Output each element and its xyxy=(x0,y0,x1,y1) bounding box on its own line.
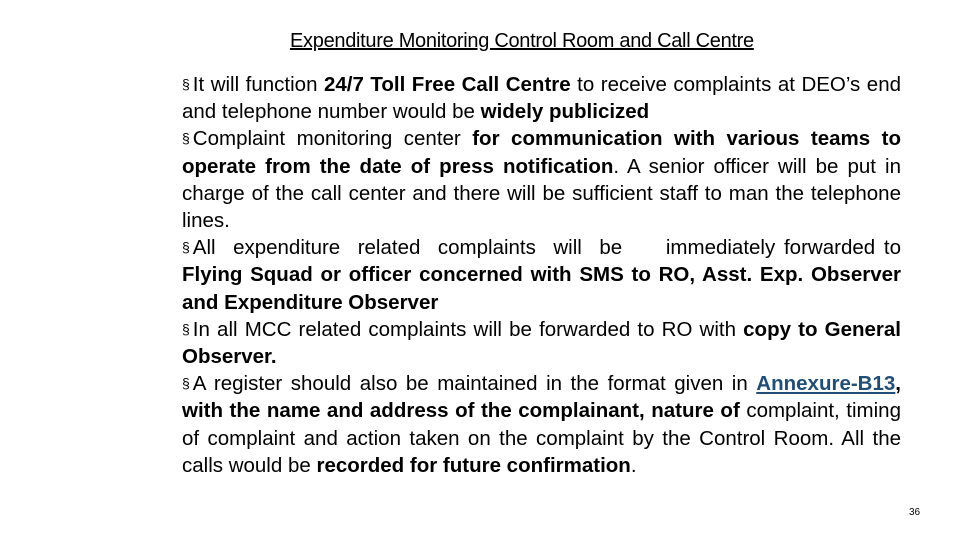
bold-segment: copy to General Observer. xyxy=(182,317,901,369)
text-segment: . A senior officer will be put in charge of the call center and there will be sufficient staff to man the telephone lines. xyxy=(182,154,901,233)
content-body xyxy=(182,71,907,479)
bold-segment: recorded for future confirmation xyxy=(316,453,631,477)
page-title: Expenditure Monitoring Control Room and Call Centre xyxy=(290,30,754,52)
text-segment: It will function xyxy=(192,73,324,96)
text-segment: Complaint monitoring center xyxy=(192,127,473,151)
text-segment: In all MCC related complaints will be forwarded to RO with xyxy=(192,317,744,341)
bullet-marker: § xyxy=(182,375,190,392)
bullet-marker: § xyxy=(182,320,190,337)
annexure-b13-link[interactable]: Annexure-B13 xyxy=(756,372,896,396)
text-segment: to receive complaints at DEO’s end and telephone number would be xyxy=(182,73,902,124)
bullet-item-expenditure-complaints xyxy=(182,234,907,316)
bold-segment: Flying Squad or officer concerned with SMS to RO, Asst. Exp. Observer and Expenditure Observer xyxy=(182,263,901,314)
bold-segment: 24/7 Toll Free Call Centre xyxy=(323,73,571,96)
bold-segment: for communication with various teams to operate from the date of press notification xyxy=(182,127,901,178)
text-segment: All expenditure related complaints will be immediately forwarded to xyxy=(192,236,907,260)
bullet-item-monitoring-center xyxy=(182,125,901,234)
text-segment: complaint, timing of complaint and action taken on the complaint by the Control Room. All the calls would be xyxy=(182,399,901,477)
bullet-marker: § xyxy=(182,130,190,147)
text-segment: A register should also be maintained in the format given in xyxy=(192,372,757,396)
bullet-item-register xyxy=(182,370,901,479)
bullet-marker: § xyxy=(182,239,190,256)
bullet-item-toll-free xyxy=(182,71,901,125)
bullet-item-mcc-complaints xyxy=(182,316,901,370)
bold-segment: widely publicized xyxy=(480,100,650,124)
text-segment: . xyxy=(630,453,637,477)
page-number: 36 xyxy=(909,507,921,518)
bullet-marker: § xyxy=(182,76,190,92)
bold-segment: , with the name and address of the complainant, nature of xyxy=(182,372,901,423)
